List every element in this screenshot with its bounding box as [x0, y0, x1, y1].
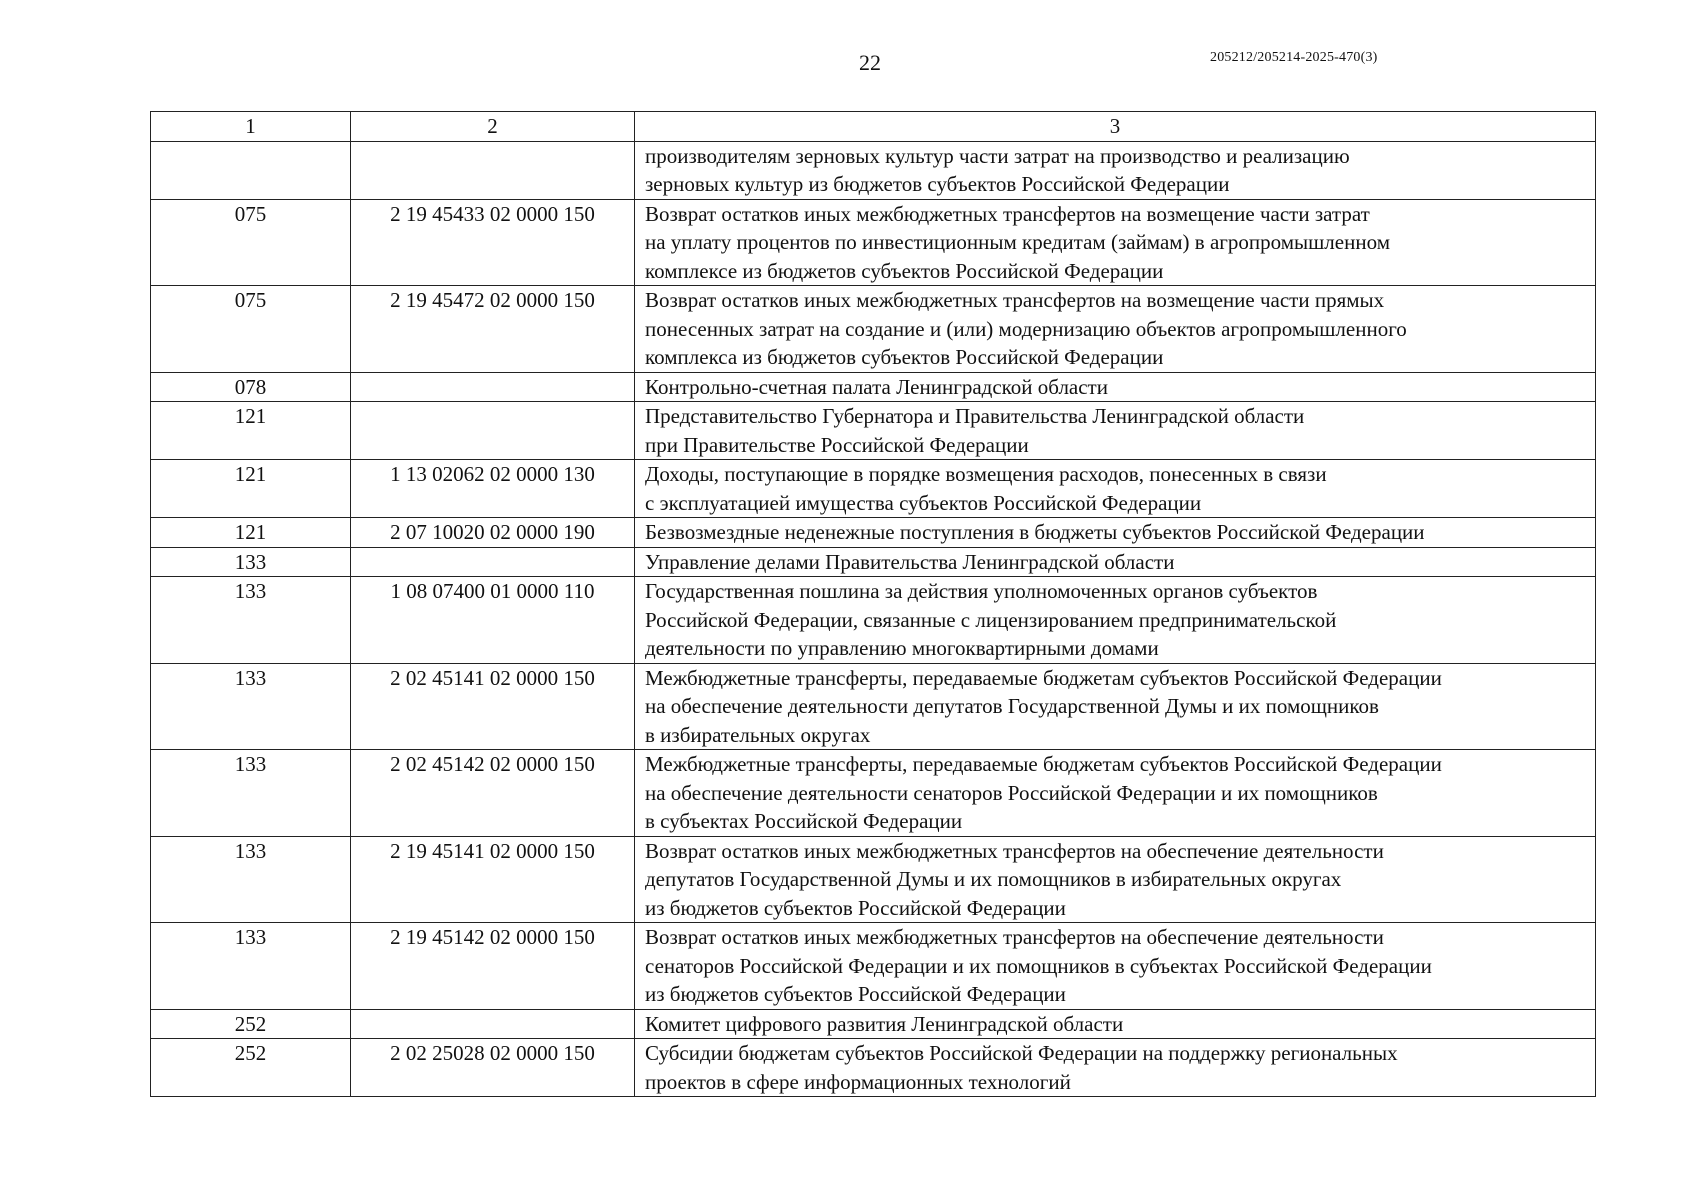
table-row — [151, 518, 1596, 548]
income-code-cell: 2 19 45141 02 0000 150 — [351, 836, 635, 923]
description-line: Комитет цифрового развития Ленинградской области — [645, 1011, 1124, 1036]
description-cell — [635, 923, 1596, 1010]
description-line: на уплату процентов по инвестиционным кредитам (займам) в агропромышленном — [645, 230, 1390, 254]
description-cell — [635, 577, 1596, 664]
description-line: Возврат остатков иных межбюджетных трансфертов на обеспечение деятельности — [645, 838, 1384, 863]
admin-code-cell: 133 — [151, 750, 351, 837]
description-line: с эксплуатацией имущества субъектов Российской Федерации — [645, 490, 1202, 515]
table-row — [151, 547, 1596, 577]
description-line: Представительство Губернатора и Правительства Ленинградской области — [645, 404, 1305, 428]
table-row — [151, 460, 1596, 518]
admin-code-cell: 252 — [151, 1039, 351, 1097]
income-code-cell — [351, 1009, 635, 1039]
income-code-cell: 1 13 02062 02 0000 130 — [351, 460, 635, 518]
description-cell — [635, 372, 1596, 402]
income-code-cell — [351, 402, 635, 460]
table-row — [151, 1039, 1596, 1097]
income-code-cell — [351, 372, 635, 402]
table-row — [151, 836, 1596, 923]
table-row — [151, 141, 1596, 199]
description-line: сенаторов Российской Федерации и их помощников в субъектах Российской Федерации — [645, 953, 1432, 978]
admin-code-cell: 133 — [151, 577, 351, 664]
income-code-cell: 2 02 25028 02 0000 150 — [351, 1039, 635, 1097]
description-line: Возврат остатков иных межбюджетных трансфертов на возмещение части затрат — [645, 201, 1370, 226]
column-header-2: 2 — [351, 112, 635, 142]
admin-code-cell: 133 — [151, 836, 351, 923]
description-cell — [635, 1009, 1596, 1039]
description-cell — [635, 1039, 1596, 1097]
description-line: Безвозмездные неденежные поступления в бюджеты субъектов Российской Федерации — [645, 520, 1425, 544]
description-cell — [635, 199, 1596, 286]
description-line: Государственная пошлина за действия уполномоченных органов субъектов — [645, 579, 1318, 603]
income-code-cell: 2 07 10020 02 0000 190 — [351, 518, 635, 548]
admin-code-cell: 133 — [151, 663, 351, 750]
description-line: из бюджетов субъектов Российской Федерации — [645, 982, 1066, 1006]
admin-code-cell: 078 — [151, 372, 351, 402]
description-line: понесенных затрат на создание и (или) модернизацию объектов агропромышленного — [645, 316, 1407, 341]
admin-code-cell: 133 — [151, 547, 351, 577]
income-code-cell: 2 19 45433 02 0000 150 — [351, 199, 635, 286]
table-body — [151, 141, 1596, 1097]
description-cell — [635, 141, 1596, 199]
column-header-1: 1 — [151, 112, 351, 142]
income-code-cell: 2 02 45141 02 0000 150 — [351, 663, 635, 750]
description-cell — [635, 836, 1596, 923]
income-code-cell: 2 02 45142 02 0000 150 — [351, 750, 635, 837]
description-cell — [635, 750, 1596, 837]
description-line: проектов в сфере информационных технологий — [645, 1069, 1071, 1094]
description-cell — [635, 518, 1596, 548]
description-line: при Правительстве Российской Федерации — [645, 432, 1029, 457]
table-row — [151, 286, 1596, 373]
document-reference: 205212/205214-2025-470(3) — [1210, 50, 1378, 65]
income-code-cell: 2 19 45142 02 0000 150 — [351, 923, 635, 1010]
description-cell — [635, 286, 1596, 373]
admin-code-cell: 121 — [151, 402, 351, 460]
description-line: Межбюджетные трансферты, передаваемые бюджетам субъектов Российской Федерации — [645, 752, 1442, 776]
description-line: Российской Федерации, связанные с лицензированием предпринимательской — [645, 607, 1337, 632]
description-line: на обеспечение деятельности сенаторов Российской Федерации и их помощников — [645, 780, 1378, 805]
description-line: Контрольно-счетная палата Ленинградской области — [645, 374, 1108, 399]
admin-code-cell: 075 — [151, 199, 351, 286]
description-line: депутатов Государственной Думы и их помощников в избирательных округах — [645, 867, 1342, 891]
table-row — [151, 750, 1596, 837]
description-line: Межбюджетные трансферты, передаваемые бюджетам субъектов Российской Федерации — [645, 665, 1442, 690]
description-line: Возврат остатков иных межбюджетных трансфертов на возмещение части прямых — [645, 288, 1385, 312]
admin-code-cell — [151, 141, 351, 199]
description-line: комплексе из бюджетов субъектов Российской Федерации — [645, 258, 1164, 283]
description-line: Управление делами Правительства Ленинградской области — [645, 549, 1175, 574]
description-cell — [635, 402, 1596, 460]
admin-code-cell: 075 — [151, 286, 351, 373]
income-code-cell: 2 19 45472 02 0000 150 — [351, 286, 635, 373]
description-line: Доходы, поступающие в порядке возмещения расходов, понесенных в связи — [645, 462, 1327, 486]
description-line: производителям зерновых культур части затрат на производство и реализацию — [645, 143, 1350, 168]
description-cell — [635, 460, 1596, 518]
income-code-cell: 1 08 07400 01 0000 110 — [351, 577, 635, 664]
description-line: деятельности по управлению многоквартирными домами — [645, 636, 1159, 660]
column-header-3: 3 — [635, 112, 1596, 142]
table-row — [151, 923, 1596, 1010]
description-cell — [635, 547, 1596, 577]
table-row — [151, 1009, 1596, 1039]
admin-code-cell: 121 — [151, 460, 351, 518]
table-row — [151, 372, 1596, 402]
description-line: Субсидии бюджетам субъектов Российской Федерации на поддержку региональных — [645, 1041, 1398, 1065]
description-line: из бюджетов субъектов Российской Федерации — [645, 895, 1066, 920]
description-line: Возврат остатков иных межбюджетных трансфертов на обеспечение деятельности — [645, 925, 1384, 949]
description-line: зерновых культур из бюджетов субъектов Российской Федерации — [645, 172, 1230, 196]
page-number: 22 — [859, 50, 881, 75]
table-row — [151, 663, 1596, 750]
description-line: комплекса из бюджетов субъектов Российской Федерации — [645, 345, 1164, 369]
admin-code-cell: 133 — [151, 923, 351, 1010]
description-cell — [635, 663, 1596, 750]
budget-codes-table — [150, 111, 1596, 1097]
table-row — [151, 577, 1596, 664]
description-line: в субъектах Российской Федерации — [645, 809, 963, 833]
description-line: на обеспечение деятельности депутатов Государственной Думы и их помощников — [645, 694, 1379, 718]
description-line: в избирательных округах — [645, 722, 871, 747]
table-header-row — [151, 112, 1596, 142]
income-code-cell — [351, 547, 635, 577]
admin-code-cell: 252 — [151, 1009, 351, 1039]
table-row — [151, 199, 1596, 286]
admin-code-cell: 121 — [151, 518, 351, 548]
table-row — [151, 402, 1596, 460]
income-code-cell — [351, 141, 635, 199]
